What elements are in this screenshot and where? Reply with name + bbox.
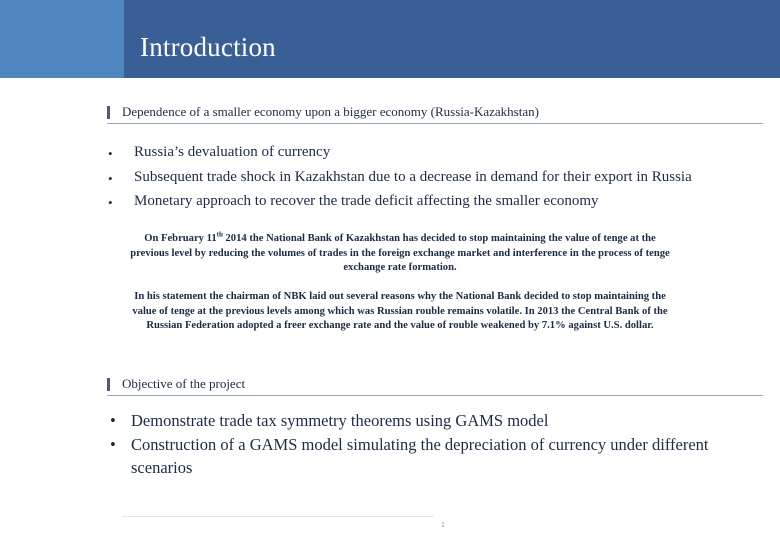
bullet-icon: • bbox=[108, 146, 113, 161]
ordinal-suffix: th bbox=[216, 230, 223, 239]
list-item-text: Subsequent trade shock in Kazakhstan due to a decrease in demand for their export in Russia bbox=[134, 168, 692, 185]
bullet-icon: • bbox=[110, 411, 116, 430]
paragraph-nbk-decision bbox=[130, 232, 670, 276]
bullet-list-context bbox=[108, 144, 778, 218]
bullet-list-objectives bbox=[110, 409, 770, 480]
section-heading-dependence bbox=[107, 104, 763, 124]
list-item bbox=[108, 144, 778, 169]
paragraph-text: 2014 the National Bank of Kazakhstan has decided to stop maintaining the value of tenge at the previous level by reducing the volumes of trades in the foreign exchange market and interference in the process of tenge exchange rate formation. bbox=[130, 233, 670, 273]
section-marker bbox=[107, 106, 110, 119]
list-item bbox=[110, 409, 770, 433]
list-item-text: Construction of a GAMS model simulating the depreciation of currency under different scenarios bbox=[131, 434, 709, 477]
section-heading-text: Objective of the project bbox=[122, 376, 246, 391]
section-heading-text: Dependence of a smaller economy upon a bigger economy (Russia-Kazakhstan) bbox=[122, 104, 539, 119]
list-item bbox=[110, 433, 770, 480]
footer-divider bbox=[122, 516, 434, 517]
header-accent-block bbox=[0, 0, 124, 78]
bullet-icon: • bbox=[108, 195, 113, 210]
paragraph-chairman-statement: In his statement the chairman of NBK laid out several reasons why the National Bank decided to stop maintaining the value of tenge at the previous levels among which was Russian rouble remains volatile. In 2013 the Central Bank of the Russian Federation adopted a freer exchange rate and the value of rouble weakened by 7.1% against U.S. dollar. bbox=[132, 291, 668, 331]
slide-title: Introduction bbox=[140, 32, 276, 62]
list-item-text: Demonstrate trade tax symmetry theorems using GAMS model bbox=[131, 411, 549, 430]
list-item bbox=[108, 169, 778, 194]
page-number: 1 bbox=[441, 522, 445, 529]
list-item-text: Russia’s devaluation of currency bbox=[134, 144, 331, 160]
section-marker bbox=[107, 378, 110, 391]
bullet-icon: • bbox=[110, 434, 116, 454]
list-item-text: Monetary approach to recover the trade deficit affecting the smaller economy bbox=[134, 193, 599, 209]
list-item bbox=[108, 193, 778, 218]
paragraph-text: On February 11 bbox=[144, 233, 217, 244]
bullet-icon: • bbox=[108, 170, 113, 186]
section-heading-objective bbox=[107, 376, 763, 396]
